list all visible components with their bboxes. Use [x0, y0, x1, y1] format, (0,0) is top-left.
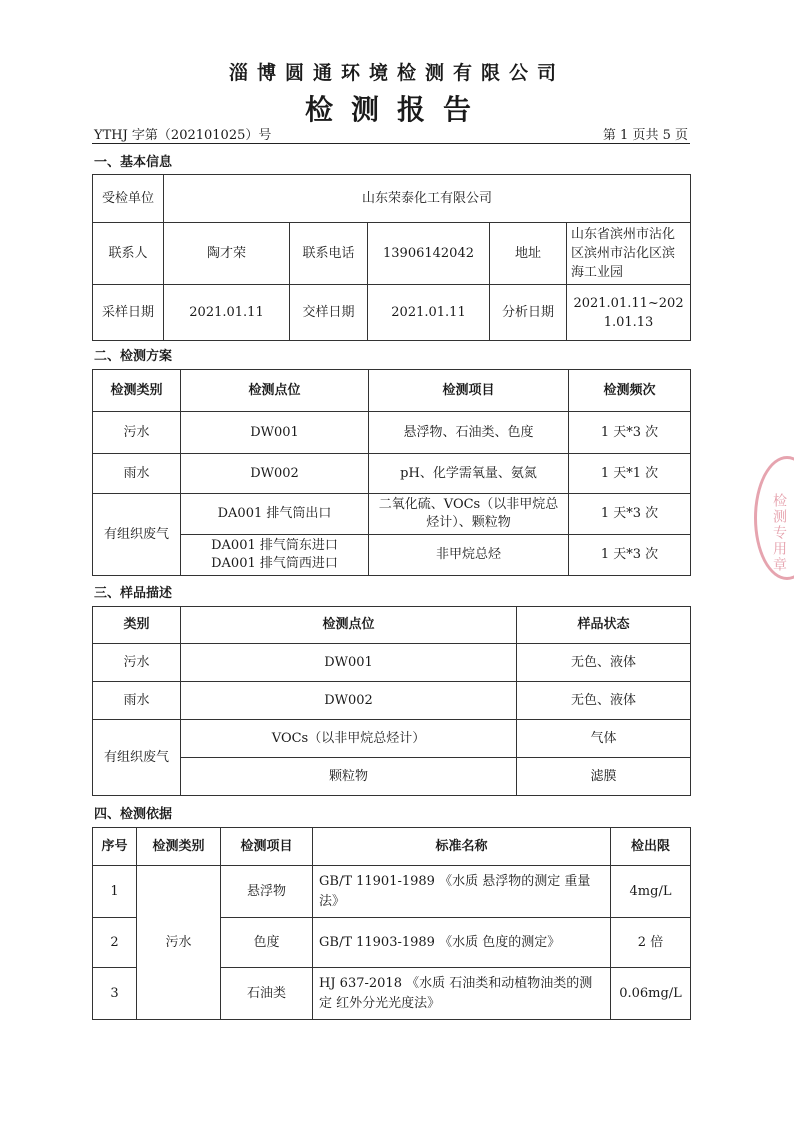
- category-cell: 有组织废气: [93, 720, 181, 796]
- category-cell: 有组织废气: [93, 494, 181, 576]
- frequency-cell: 1 天*3 次: [569, 412, 691, 454]
- table-row: [93, 223, 691, 285]
- section-heading-test-basis: 四、检测依据: [94, 807, 173, 822]
- column-header: 检测点位: [181, 607, 517, 644]
- index-cell: 3: [93, 968, 137, 1020]
- table-header-row: [93, 828, 691, 866]
- point-cell: DW001: [181, 644, 517, 682]
- document-number: YTHJ 字第（202101025）号: [94, 128, 272, 143]
- category-cell: 雨水: [93, 454, 181, 494]
- frequency-cell: 1 天*3 次: [569, 494, 691, 535]
- sampling-date-label: 采样日期: [93, 285, 164, 341]
- table-row: [93, 720, 691, 758]
- column-header: 检出限: [611, 828, 691, 866]
- standard-cell: GB/T 11903-1989 《水质 色度的测定》: [313, 918, 611, 968]
- index-cell: 2: [93, 918, 137, 968]
- items-cell: 悬浮物、石油类、色度: [369, 412, 569, 454]
- frequency-cell: 1 天*1 次: [569, 454, 691, 494]
- state-cell: 滤膜: [517, 758, 691, 796]
- table-row: [93, 758, 691, 796]
- table-row: [93, 454, 691, 494]
- point-line: DA001 排气筒西进口: [211, 556, 338, 571]
- column-header: 检测项目: [221, 828, 313, 866]
- analysis-date-label: 分析日期: [490, 285, 567, 341]
- table-row: [93, 535, 691, 576]
- items-cell: 非甲烷总烃: [369, 535, 569, 576]
- point-cell: DW002: [181, 682, 517, 720]
- column-header: 样品状态: [517, 607, 691, 644]
- test-plan-table: [92, 369, 691, 576]
- delivery-date-value: 2021.01.11: [368, 285, 490, 341]
- column-header: 检测频次: [569, 370, 691, 412]
- table-row: [93, 412, 691, 454]
- column-header: 检测类别: [137, 828, 221, 866]
- column-header: 检测点位: [181, 370, 369, 412]
- column-header: 序号: [93, 828, 137, 866]
- state-cell: 无色、液体: [517, 644, 691, 682]
- limit-cell: 4mg/L: [611, 866, 691, 918]
- point-cell: DA001 排气筒出口: [181, 494, 369, 535]
- category-cell: 污水: [93, 412, 181, 454]
- contact-label: 联系人: [93, 223, 164, 285]
- category-cell: 污水: [93, 644, 181, 682]
- category-cell: 雨水: [93, 682, 181, 720]
- items-cell: 二氧化硫、VOCs（以非甲烷总烃计）、颗粒物: [369, 494, 569, 535]
- phone-label: 联系电话: [290, 223, 368, 285]
- item-cell: 石油类: [221, 968, 313, 1020]
- column-header: 标准名称: [313, 828, 611, 866]
- limit-cell: 2 倍: [611, 918, 691, 968]
- sample-desc-table: [92, 606, 691, 796]
- section-heading-test-plan: 二、检测方案: [94, 349, 173, 364]
- stamp-text: 检测专用章: [771, 493, 787, 573]
- standard-cell: HJ 637-2018 《水质 石油类和动植物油类的测定 红外分光光度法》: [313, 968, 611, 1020]
- column-header: 检测类别: [93, 370, 181, 412]
- items-cell: pH、化学需氧量、氨氮: [369, 454, 569, 494]
- point-line: DA001 排气筒东进口: [211, 538, 338, 553]
- point-cell: DW001: [181, 412, 369, 454]
- table-row: [93, 285, 691, 341]
- table-row: [93, 644, 691, 682]
- analysis-date-value: 2021.01.11~2021.01.13: [567, 285, 691, 341]
- index-cell: 1: [93, 866, 137, 918]
- address-label: 地址: [490, 223, 567, 285]
- column-header: 检测项目: [369, 370, 569, 412]
- section-heading-sample-desc: 三、样品描述: [94, 586, 173, 601]
- report-title: 检测报告: [304, 93, 489, 126]
- standard-cell: GB/T 11901-1989 《水质 悬浮物的测定 重量法》: [313, 866, 611, 918]
- table-row: [93, 175, 691, 223]
- table-row: [93, 494, 691, 535]
- header-rule: [92, 143, 690, 144]
- company-name: 淄博圆通环境检测有限公司: [228, 62, 565, 84]
- basic-info-table: [92, 174, 691, 341]
- table-row: [93, 682, 691, 720]
- client-label: 受检单位: [93, 175, 164, 223]
- item-cell: 色度: [221, 918, 313, 968]
- item-cell: 悬浮物: [221, 866, 313, 918]
- state-cell: 气体: [517, 720, 691, 758]
- phone-value: 13906142042: [368, 223, 490, 285]
- test-basis-table: [92, 827, 691, 1020]
- point-cell: 颗粒物: [181, 758, 517, 796]
- contact-value: 陶才荣: [164, 223, 290, 285]
- section-heading-basic-info: 一、基本信息: [94, 155, 173, 170]
- table-row: [93, 866, 691, 918]
- limit-cell: 0.06mg/L: [611, 968, 691, 1020]
- column-header: 类别: [93, 607, 181, 644]
- address-value: 山东省滨州市沾化区滨州市沾化区滨海工业园: [567, 223, 691, 285]
- seal-stamp: [754, 456, 794, 580]
- table-header-row: [93, 370, 691, 412]
- point-cell: VOCs（以非甲烷总烃计）: [181, 720, 517, 758]
- page-number: 第 1 页共 5 页: [602, 128, 688, 143]
- point-cell: DW002: [181, 454, 369, 494]
- sampling-date-value: 2021.01.11: [164, 285, 290, 341]
- category-cell: 污水: [137, 866, 221, 1020]
- table-header-row: [93, 607, 691, 644]
- client-value: 山东荣泰化工有限公司: [164, 175, 691, 223]
- state-cell: 无色、液体: [517, 682, 691, 720]
- frequency-cell: 1 天*3 次: [569, 535, 691, 576]
- delivery-date-label: 交样日期: [290, 285, 368, 341]
- point-cell: [181, 535, 369, 576]
